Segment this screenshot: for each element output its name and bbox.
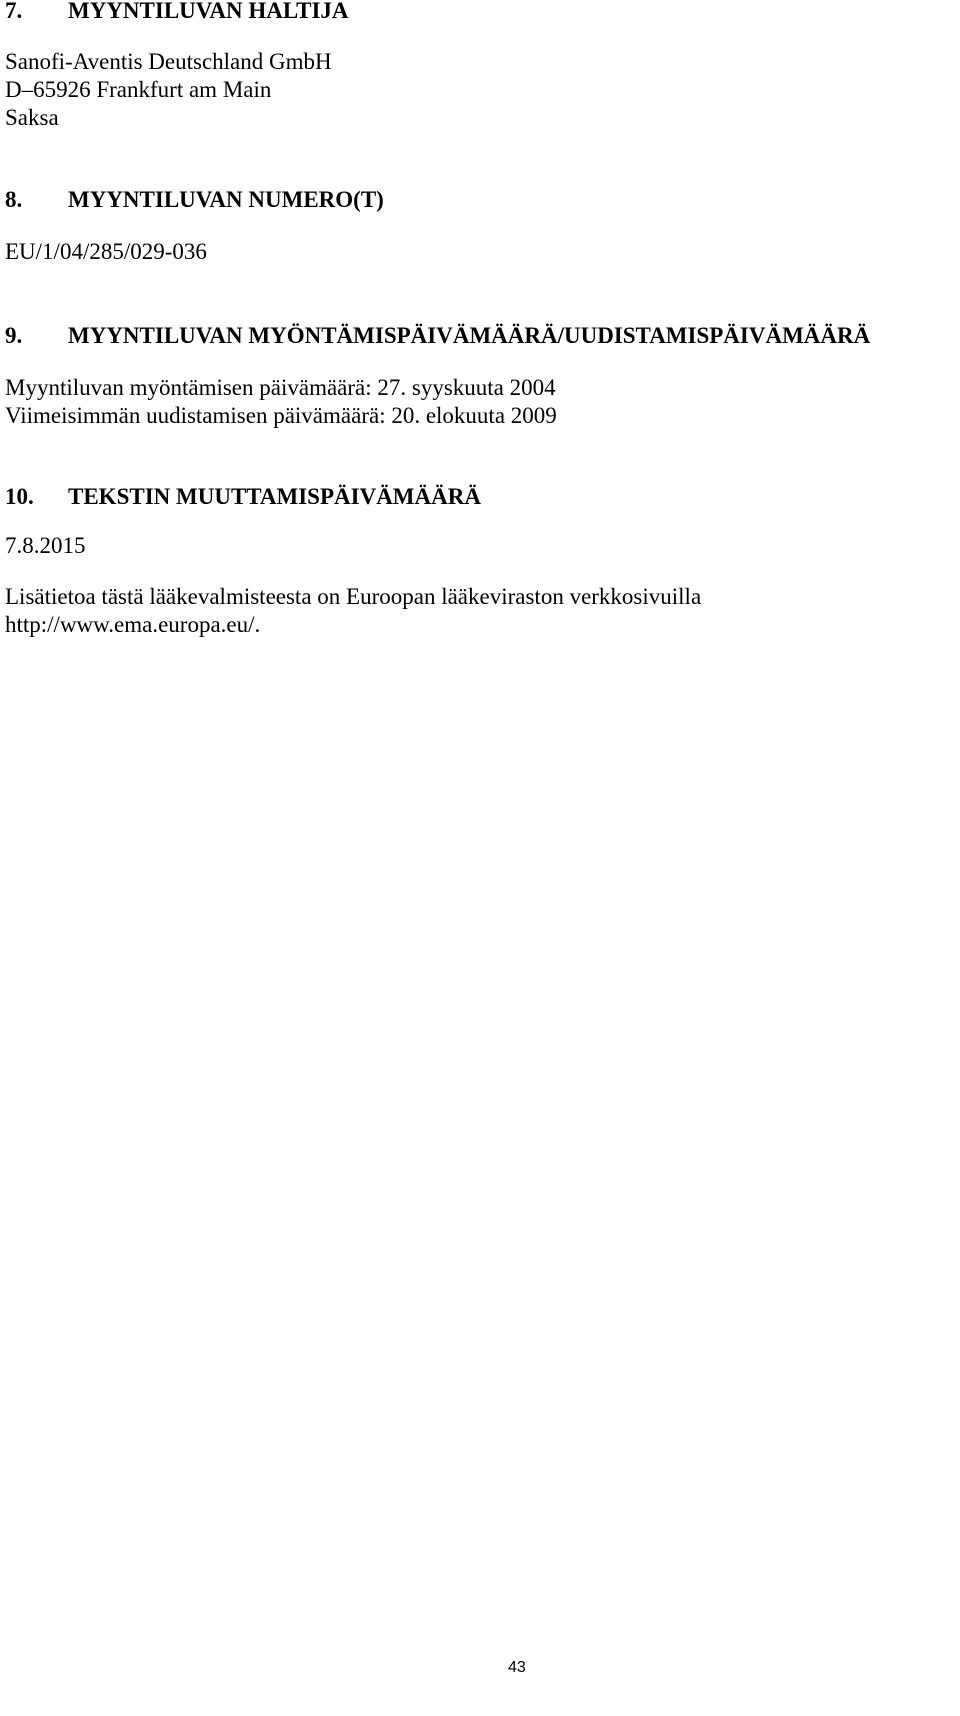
authorisation-number: EU/1/04/285/029-036: [5, 239, 207, 264]
section-10-number: 10.: [5, 484, 34, 509]
section-9-title: MYYNTILUVAN MYÖNTÄMISPÄIVÄMÄÄRÄ/UUDISTAMISPÄIVÄMÄÄRÄ: [68, 323, 871, 348]
section-8-number: 8.: [5, 187, 23, 212]
section-7-number: 7.: [5, 0, 23, 23]
revision-date: 7.8.2015: [5, 533, 86, 558]
section-8-heading: [5, 186, 384, 214]
ema-website-link[interactable]: http://www.ema.europa.eu/.: [5, 612, 261, 637]
section-9-heading: [5, 322, 870, 350]
holder-country: Saksa: [5, 105, 59, 130]
page-number: 43: [508, 1659, 526, 1676]
section-8-title: MYYNTILUVAN NUMERO(T): [68, 187, 384, 212]
holder-company-name: Sanofi-Aventis Deutschland GmbH: [5, 49, 332, 74]
section-7-title: MYYNTILUVAN HALTIJA: [68, 0, 349, 23]
latest-renewal-date: Viimeisimmän uudistamisen päivämäärä: 20. elokuuta 2009: [5, 403, 557, 428]
section-10-title: TEKSTIN MUUTTAMISPÄIVÄMÄÄRÄ: [68, 484, 481, 509]
holder-address: D–65926 Frankfurt am Main: [5, 77, 272, 102]
section-9-number: 9.: [5, 323, 23, 348]
section-7-heading: [5, 0, 349, 25]
first-authorisation-date: Myyntiluvan myöntämisen päivämäärä: 27. syyskuuta 2004: [5, 375, 556, 400]
section-10-heading: [5, 483, 481, 511]
more-info-text: Lisätietoa tästä lääkevalmisteesta on Euroopan lääkeviraston verkkosivuilla: [5, 584, 702, 609]
